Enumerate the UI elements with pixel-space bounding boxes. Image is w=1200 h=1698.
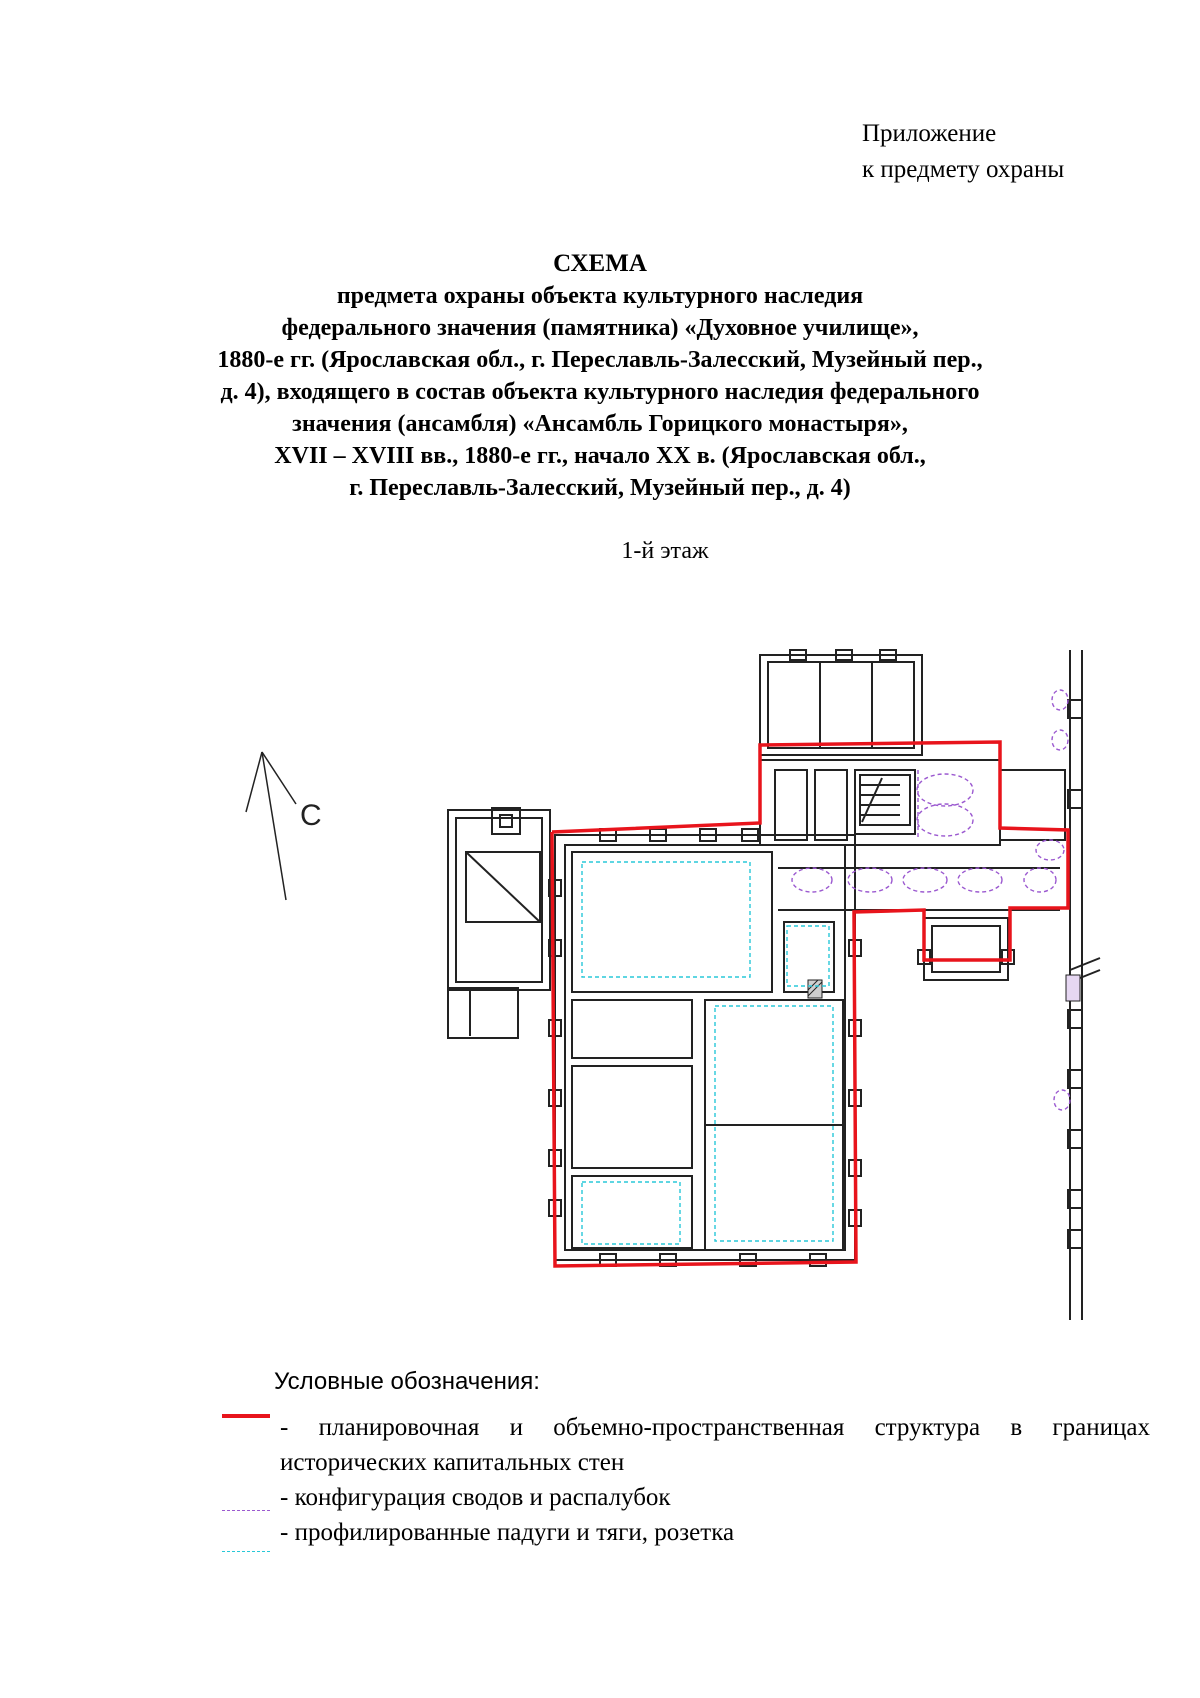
title-line: г. Переславль-Залесский, Музейный пер., д. 4) [349,475,851,501]
building-walls [448,650,1100,1320]
legend-item-boundary [210,1410,1150,1480]
legend-item-text: - планировочная и объемно-пространственная структура в границах [280,1414,1150,1441]
hatched-walls [808,975,1080,1001]
vaults-lines [792,690,1070,1110]
cyan-dashed-line-icon [222,1551,270,1552]
legend-item-profiles [210,1515,1150,1550]
north-arrow-icon [246,752,296,900]
legend-item-text: - профилированные падуги и тяги, розетка [280,1519,735,1546]
floor-plan [230,620,1130,1320]
red-line-icon [222,1414,270,1418]
title-line: 1880-е гг. (Ярославская обл., г. Переславль-Залесский, Музейный пер., [217,347,983,373]
legend-item-vaults [210,1480,1150,1515]
appendix-line-1: Приложение [862,120,997,147]
legend-item-text: - конфигурация сводов и распалубок [280,1484,671,1511]
document-title [150,248,1050,504]
profiles-lines [582,862,833,1244]
floor-label: 1-й этаж [621,538,709,564]
title-line: д. 4), входящего в состав объекта культурного наследия федерального [220,379,980,405]
title-line: федерального значения (памятника) «Духовное училище», [281,315,919,341]
historic-walls-boundary [552,742,1068,1266]
title-heading: СХЕМА [553,250,647,277]
title-line: значения (ансамбля) «Ансамбль Горицкого монастыря», [292,411,908,437]
north-letter: С [300,799,322,832]
title-line: предмета охраны объекта культурного наследия [336,283,864,309]
appendix-note [862,116,1064,188]
legend-item-text: исторических капитальных стен [280,1449,625,1476]
appendix-line-2: к предмету охраны [862,156,1065,183]
legend [210,1410,1150,1550]
purple-dashed-line-icon [222,1510,270,1511]
legend-title: Условные обозначения: [274,1368,540,1395]
title-line: XVII – XVIII вв., 1880-е гг., начало XX в. (Ярославская обл., [274,443,926,469]
